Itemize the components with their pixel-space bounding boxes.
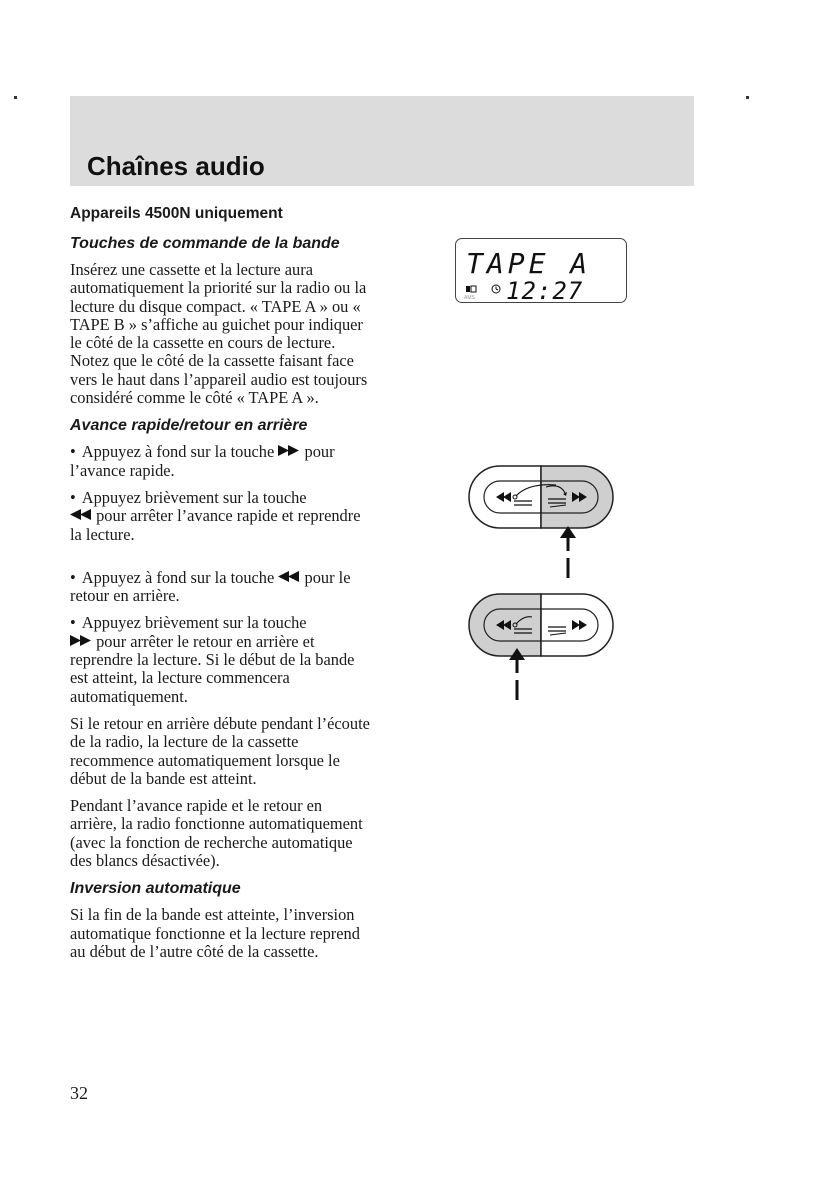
crop-mark-left — [14, 96, 17, 99]
bullet-text: pour arrêter le retour en arrière et reprendre la lecture. Si le début de la bande est atteint, la lecture commencera automatiquement. — [70, 631, 355, 706]
clock-icon — [492, 285, 500, 293]
lcd-line1: TAPE A — [466, 247, 592, 280]
lcd-time: 12:27 — [506, 277, 584, 304]
header-band — [70, 96, 694, 186]
rewind-icon — [70, 509, 92, 520]
tape-icon — [466, 286, 476, 292]
fast-forward-icon — [70, 635, 92, 646]
bullet-rewind-tap — [70, 614, 370, 705]
tape-controls-heading: Touches de commande de la bande — [70, 235, 340, 252]
auto-reverse-heading: Inversion automatique — [70, 880, 241, 898]
tape-controls-body: Insérez une cassette et la lecture aura automatiquement la priorité sur la radio ou la lecture du disque compact. « TAPE A » ou « TAPE B » s’affiche au guichet pour indiquer le côté de la cassette en cours de lecture. Notez que le côté de la cassette faisant face vers le haut dans l’appareil audio est toujours considéré comme le côté « TAPE A ». — [70, 260, 368, 408]
fast-forward-icon — [278, 445, 300, 456]
page-number: 32 — [70, 1083, 88, 1103]
page-title: Chaînes audio — [87, 151, 265, 181]
ams-label: AMS — [464, 295, 475, 301]
bullet-dot: • — [70, 442, 76, 462]
bullet-text: Appuyez à fond sur la touche — [81, 442, 275, 462]
ffwd-rewind-heading: Avance rapide/retour en arrière — [70, 417, 308, 435]
bullet-ffwd-hold — [70, 443, 370, 480]
text-column — [70, 204, 370, 970]
radio-during-wind-paragraph: Pendant l’avance rapide et le retour en arrière, la radio fonctionne automatiquement (avec la fonction de recherche automatique des blancs désactivée). — [70, 796, 363, 871]
bullet-text: pour l’avance rapide. — [70, 442, 335, 480]
rewind-radio-paragraph: Si le retour en arrière débute pendant l’écoute de la radio, la lecture de la cassette recommence automatiquement lorsque le début de la bande est atteint. — [70, 713, 370, 788]
pointer-arrow-icon — [559, 526, 577, 580]
bullet-text: Appuyez brièvement sur la touche — [81, 613, 307, 633]
bullet-text: Appuyez brièvement sur la touche — [81, 487, 307, 507]
lcd-display — [455, 238, 627, 303]
bullet-ffwd-tap — [70, 489, 370, 544]
pointer-arrow-icon — [508, 648, 526, 702]
rewind-icon — [278, 571, 300, 582]
bullet-text: pour arrêter l’avance rapide et reprendre la lecture. — [70, 506, 361, 544]
bullet-dot: • — [70, 487, 76, 507]
seek-rocker-ffwd-pressed — [468, 465, 614, 534]
bullet-dot: • — [70, 613, 76, 633]
bullet-rewind-hold — [70, 569, 370, 606]
bullet-text: Appuyez à fond sur la touche — [81, 567, 275, 587]
auto-reverse-body: Si la fin de la bande est atteinte, l’inversion automatique fonctionne et la lecture reprend au début de l’autre côté de la cassette. — [70, 905, 360, 961]
lcd-content — [456, 239, 628, 304]
crop-mark-right — [746, 96, 749, 99]
bullet-text: pour le retour en arrière. — [70, 567, 351, 606]
bullet-dot: • — [70, 567, 76, 587]
section-heading: Appareils 4500N uniquement — [70, 205, 283, 222]
seek-rocker-rewind-pressed — [468, 593, 614, 662]
